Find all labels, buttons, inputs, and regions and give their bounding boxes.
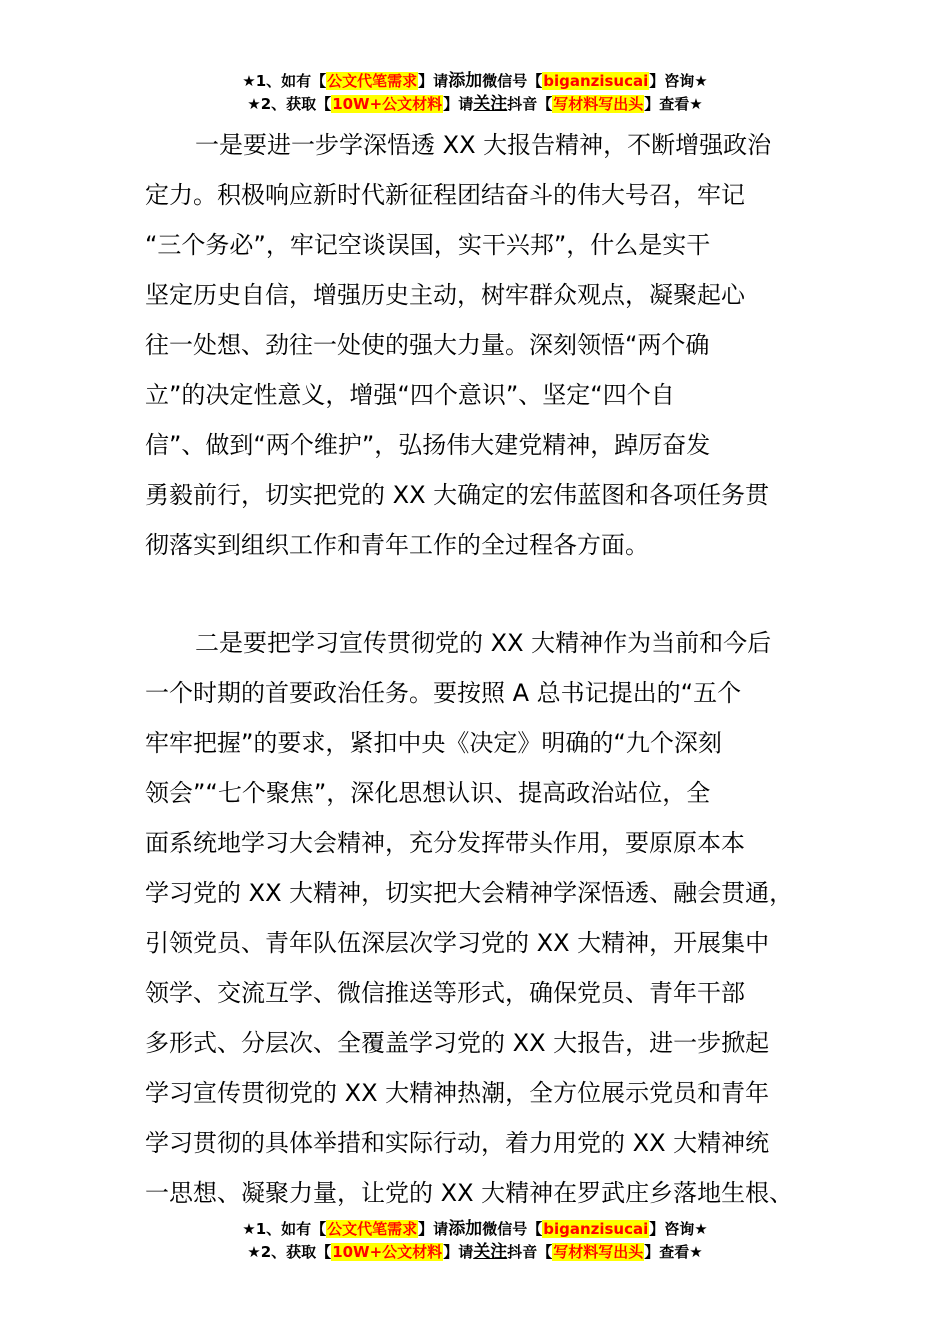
promo-line-1 (0, 70, 950, 93)
promo-line-2 (0, 93, 950, 116)
promo-text: ★1、如有【 (242, 72, 327, 90)
paragraph-spacer (145, 570, 825, 618)
highlight-wechat-id: biganzisucai (543, 72, 649, 90)
promo-text: 】查看★ (644, 1243, 703, 1261)
text-line: “三个务必”，牢记空谈误国，实干兴邦”，什么是实干 (145, 231, 711, 259)
text-line: 面系统地学习大会精神，充分发挥带头作用，要原原本本 (145, 829, 745, 857)
promo-banner-top (0, 70, 950, 116)
document-body (145, 120, 825, 1218)
highlight-wechat-id: biganzisucai (543, 1220, 649, 1238)
promo-text: ★1、如有【 (242, 1220, 327, 1238)
promo-emphasis: 关注 (473, 1242, 508, 1262)
promo-text: 微信号【 (482, 1220, 543, 1238)
text-line: 牢牢把握”的要求，紧扣中央《决定》明确的“九个深刻 (145, 729, 722, 757)
text-line: 立”的决定性意义，增强“四个意识”、坚定“四个自 (145, 381, 675, 409)
promo-text: 】请 (418, 1220, 449, 1238)
highlight-douyin: 写材料写出头 (553, 95, 644, 113)
promo-banner-bottom (0, 1218, 950, 1264)
promo-text: 】请 (443, 1243, 474, 1261)
highlight-douyin: 写材料写出头 (553, 1243, 644, 1261)
promo-text: 】查看★ (644, 95, 703, 113)
text-line: 一是要进一步学深悟透 XX 大报告精神，不断增强政治 (195, 131, 772, 159)
promo-text: ★2、获取【 (247, 95, 332, 113)
highlight-service: 公文代笔需求 (327, 1220, 418, 1238)
promo-line-2 (0, 1241, 950, 1264)
promo-text: 】请 (418, 72, 449, 90)
text-line: 往一处想、劲往一处使的强大力量。深刻领悟“两个确 (145, 331, 710, 359)
promo-text: 抖音【 (507, 1243, 553, 1261)
text-line: 学习宣传贯彻党的 XX 大精神热潮，全方位展示党员和青年 (145, 1079, 770, 1107)
text-line: 学习贯彻的具体举措和实际行动，着力用党的 XX 大精神统 (145, 1129, 770, 1157)
paragraph-2 (145, 618, 825, 1218)
text-line: 学习党的 XX 大精神，切实把大会精神学深悟透、融会贯通， (145, 879, 794, 907)
text-line: 定力。积极响应新时代新征程团结奋斗的伟大号召，牢记 (145, 181, 745, 209)
text-line: 信”、做到“两个维护”，弘扬伟大建党精神，踔厉奋发 (145, 431, 711, 459)
promo-text: ★2、获取【 (247, 1243, 332, 1261)
text-line: 引领党员、青年队伍深层次学习党的 XX 大精神，开展集中 (145, 929, 770, 957)
text-line: 领学、交流互学、微信推送等形式，确保党员、青年干部 (145, 979, 745, 1007)
promo-emphasis: 添加 (448, 1219, 483, 1239)
paragraph-1 (145, 120, 825, 570)
promo-text: 】咨询★ (649, 1220, 708, 1238)
promo-line-1 (0, 1218, 950, 1241)
text-line: 二是要把学习宣传贯彻党的 XX 大精神作为当前和今后 (195, 629, 772, 657)
text-line: 领会”“七个聚焦”，深化思想认识、提高政治站位，全 (145, 779, 711, 807)
promo-text: 抖音【 (507, 95, 553, 113)
promo-text: 微信号【 (482, 72, 543, 90)
text-line: 坚定历史自信，增强历史主动，树牢群众观点，凝聚起心 (145, 281, 745, 309)
promo-emphasis: 关注 (473, 94, 508, 114)
promo-text: 】请 (443, 95, 474, 113)
highlight-materials: 10W+公文材料 (332, 95, 443, 113)
highlight-materials: 10W+公文材料 (332, 1243, 443, 1261)
text-line: 勇毅前行，切实把党的 XX 大确定的宏伟蓝图和各项任务贯 (145, 481, 770, 509)
text-line: 一思想、凝聚力量，让党的 XX 大精神在罗武庄乡落地生根、 (145, 1179, 794, 1207)
highlight-service: 公文代笔需求 (327, 72, 418, 90)
text-line: 多形式、分层次、全覆盖学习党的 XX 大报告，进一步掀起 (145, 1029, 770, 1057)
promo-text: 】咨询★ (649, 72, 708, 90)
text-line: 一个时期的首要政治任务。要按照 A 总书记提出的“五个 (145, 679, 742, 707)
promo-emphasis: 添加 (448, 71, 483, 91)
text-line: 彻落实到组织工作和青年工作的全过程各方面。 (145, 531, 649, 559)
